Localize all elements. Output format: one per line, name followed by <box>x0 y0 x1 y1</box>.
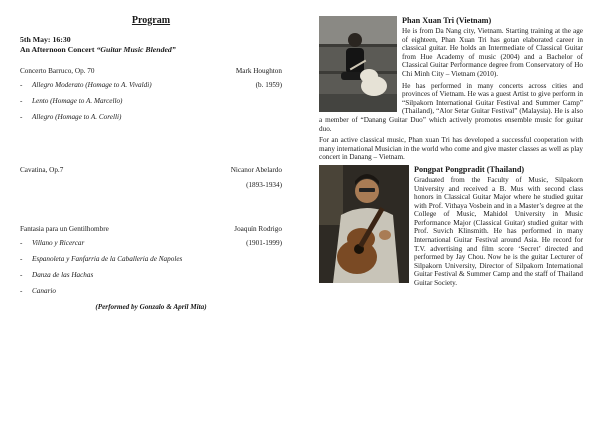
piece-dates: (b. 1959) <box>255 81 282 89</box>
artist-name: Phan Xuan Tri (Vietnam) <box>402 16 492 25</box>
piece-title: Concerto Barruco, Op. 70 <box>20 67 95 75</box>
piece-composer: Nicanor Abelardo <box>230 166 282 174</box>
guitarist-portrait-image <box>319 16 397 112</box>
artist-bio <box>319 16 583 162</box>
program-piece <box>20 166 282 190</box>
piece-composer: Joaquín Rodrigo <box>234 225 282 233</box>
movement-item: - Danza de las Hachas <box>20 271 94 279</box>
piece-composer: Mark Houghton <box>235 67 282 75</box>
concert-label: An Afternoon Concert <box>20 45 95 54</box>
piece-title: Cavatina, Op.7 <box>20 166 64 174</box>
artist-photo <box>319 165 409 283</box>
program-title: Program <box>131 15 171 26</box>
piece-title: Fantasia para un Gentilhombre <box>20 225 109 233</box>
movement-item: - Lento (Homage to A. Marcello) <box>20 97 123 105</box>
artist-name: Pongpat Pongpradit (Thailand) <box>414 164 525 174</box>
program-piece <box>20 225 282 296</box>
performed-by: (Performed by Gonzalo & April Mita) <box>95 303 207 311</box>
bio-paragraph: For an active classical music, Phan xuan Tri has developed a successful cooperation with many international Musician in the world who come and give master classes as well as play concert in Danang – Vietnam. <box>319 136 583 162</box>
guitarist-portrait-image <box>319 165 409 283</box>
movement-item: - Villano y Ricercar (1901-1999) <box>20 239 282 247</box>
movement-item: - Espanoleta y Fanfarria de la Caballeria de Napoles <box>20 255 183 263</box>
artist-photo <box>319 16 397 112</box>
movement-item: - Allegro (Homage to A. Corelli) <box>20 113 122 121</box>
program-column <box>20 16 282 312</box>
piece-dates: (1893-1934) <box>246 181 282 189</box>
program-piece <box>20 67 282 122</box>
movement-list <box>20 81 282 122</box>
concert-name <box>20 45 282 55</box>
concert-theme: “Guitar Music Blended” <box>96 45 176 54</box>
movement-item: - Canario <box>20 287 56 295</box>
piece-dates: (1901-1999) <box>246 239 282 247</box>
bio-paragraph: He has performed in many concerts across cities and provinces of Vietnam. He was a guest Artist to give perform in “Silpakorn International Guitar Festival and Summer Camp” (Thailand), “Alor Setar Guitar Festival” (Malaysia). He is also a member of “Danang Guitar Duo” which actively promotes ensemble music for guitar duo. <box>319 81 583 133</box>
bios-column <box>319 16 583 291</box>
artist-bio <box>319 165 583 291</box>
movement-item: - Allegro Moderato (Homage to A. Vivaldi) (b. 1959) <box>20 81 282 89</box>
concert-date: 5th May: 16:30 <box>20 35 71 44</box>
bio-paragraph: He is from Da Nang city, Vietnam. Starting training at the age of eighteen, Phan Xuan Tri has gotan elaborated career in classical guitar. He holds an Intermediate of Classical Guitar from Hue Academy of music (2004) and a Bachelor of Classical Guitar Performance degree from Conservatory of Ho Chi Minh City – Vietnam (2010). <box>402 27 583 78</box>
bio-paragraph: Graduated from the Faculty of Music, Silpakorn University and received a B. Mus with second class honors in Classical Guitar Major where he studied guitar with Prof. Vithaya Vosbein and in a Master’s degree at the College of Music, Mahidol University in Music Performance Major (Classical Guitar) studied guitar with Prof. Suvich Klinsmith. He has performed in many International Guitar Festival around Asia. He record for T.V. advertising and film score ‘Secret’ directed and performed by Jay Chou. Now he is the guitar Lecturer of Silpakorn University, Director of Silpakorn International Guitar Festival & Summer Camp and the staff of Thailand Guitar Society. <box>414 175 583 288</box>
movement-list <box>20 239 282 296</box>
